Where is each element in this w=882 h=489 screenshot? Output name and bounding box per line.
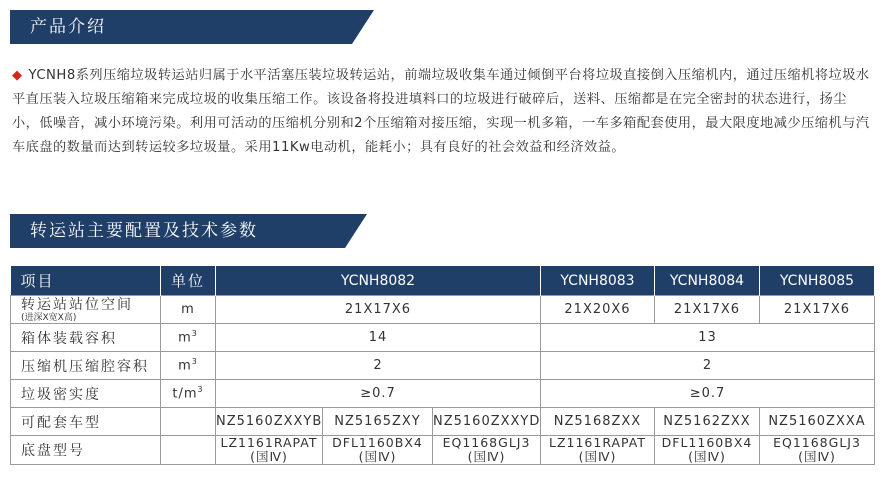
vehicle-4: NZ5168ZXX xyxy=(541,408,655,436)
chassis-3: EQ1168GLJ3 (国Ⅳ) xyxy=(433,436,541,465)
unit-box-volume: $m^3$ xyxy=(161,324,216,352)
value-density-8082: ≥0.7 xyxy=(216,380,541,408)
value-space-8085: 21X17X6 xyxy=(760,296,875,324)
chassis-4: LZ1161RAPAT (国Ⅳ) xyxy=(541,436,655,465)
intro-paragraph-block xyxy=(12,64,874,160)
unit-space: m xyxy=(161,296,216,324)
header-ycnh8084: YCNH8084 xyxy=(655,266,760,296)
chassis-1: LZ1161RAPAT (国Ⅳ) xyxy=(216,436,323,465)
value-space-8082: 21X17X6 xyxy=(216,296,541,324)
spec-section-title: 转运站主要配置及技术参数 xyxy=(30,221,258,241)
header-ycnh8082: YCNH8082 xyxy=(216,266,541,296)
table-row xyxy=(11,408,875,436)
row-label-space: 转运站站位空间 (进深X宽X高) xyxy=(11,296,161,324)
row-sublabel-space: (进深X宽X高) xyxy=(21,312,77,323)
row-label-box-volume: 箱体装载容积 xyxy=(11,324,161,352)
vehicle-2: NZ5165ZXY xyxy=(323,408,433,436)
unit-vehicle xyxy=(161,408,216,436)
intro-paragraph: YCNH8系列压缩垃圾转运站归属于水平活塞压装垃圾转运站，前端垃圾收集车通过倾倒平台将垃圾直接倒入压缩机内，通过压缩机将垃圾水平直压装入垃圾压缩箱来完成垃圾的收集压缩工作。该设备将投进填料口的垃圾进行破碎后，送料、压缩都是在完全密封的状态进行，扬尘小，低噪音，减小环境污染。利用可活动的压缩机分别和2个压缩箱对接压缩，实现一机多箱，一车多箱配套使用，最大限度地减少压缩机与汽车底盘的数量而达到转运较多垃圾量。采用11Kw电动机，能耗小；具有良好的社会效益和经济效益。 xyxy=(12,68,870,155)
row-label-chamber-volume: 压缩机压缩腔容积 xyxy=(11,352,161,380)
table-row xyxy=(11,380,875,408)
table-row xyxy=(11,436,875,465)
header-ycnh8083: YCNH8083 xyxy=(541,266,655,296)
vehicle-3: NZ5160ZXXYD xyxy=(433,408,541,436)
value-chamber-volume-8082: 2 xyxy=(216,352,541,380)
vehicle-6: NZ5160ZXXA xyxy=(760,408,875,436)
diamond-bullet-icon: ◆ xyxy=(12,68,23,83)
header-ycnh8085: YCNH8085 xyxy=(760,266,875,296)
intro-section-title: 产品介绍 xyxy=(30,17,106,37)
chassis-2: DFL1160BX4 (国Ⅳ) xyxy=(323,436,433,465)
chassis-5: DFL1160BX4 (国Ⅳ) xyxy=(655,436,760,465)
unit-density: $t/m^3$ xyxy=(161,380,216,408)
header-item: 项目 xyxy=(11,266,161,296)
table-header-row xyxy=(11,266,875,296)
row-label-density: 垃圾密实度 xyxy=(11,380,161,408)
value-space-8083: 21X20X6 xyxy=(541,296,655,324)
row-label-chassis: 底盘型号 xyxy=(11,436,161,465)
chassis-6: EQ1168GLJ3 (国Ⅳ) xyxy=(760,436,875,465)
table-row xyxy=(11,352,875,380)
table-row xyxy=(11,296,875,324)
vehicle-1: NZ5160ZXXYB xyxy=(216,408,323,436)
spec-table xyxy=(10,266,875,465)
vehicle-5: NZ5162ZXX xyxy=(655,408,760,436)
table-row xyxy=(11,324,875,352)
value-box-volume-8082: 14 xyxy=(216,324,541,352)
unit-chassis xyxy=(161,436,216,465)
value-density-808x: ≥0.7 xyxy=(541,380,875,408)
value-chamber-volume-808x: 2 xyxy=(541,352,875,380)
header-unit: 单位 xyxy=(161,266,216,296)
value-box-volume-808x: 13 xyxy=(541,324,875,352)
value-space-8084: 21X17X6 xyxy=(655,296,760,324)
unit-chamber-volume: $m^3$ xyxy=(161,352,216,380)
row-label-vehicle: 可配套车型 xyxy=(11,408,161,436)
intro-section-header xyxy=(10,10,352,44)
spec-section-header xyxy=(10,214,345,248)
